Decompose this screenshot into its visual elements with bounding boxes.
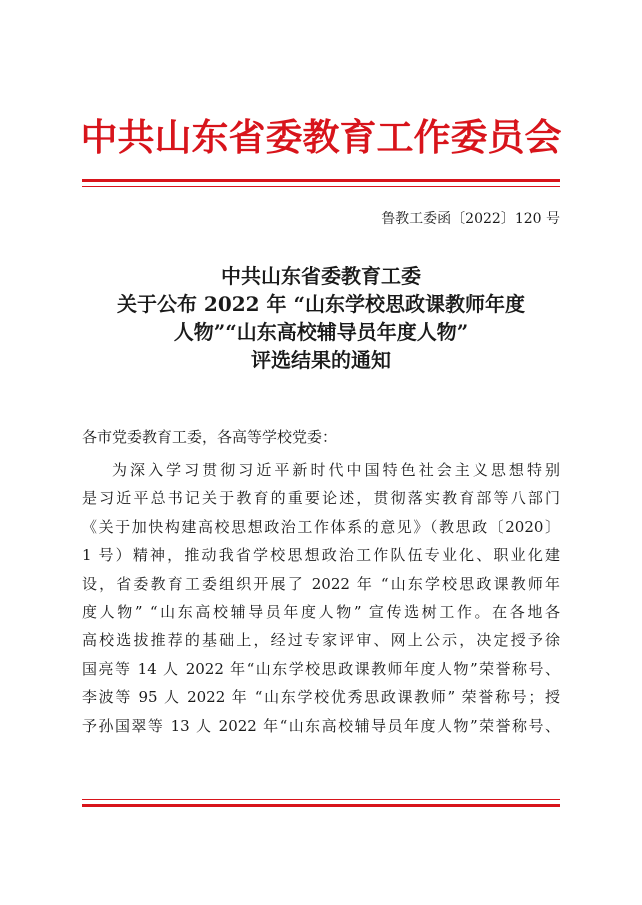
body-paragraph (82, 456, 560, 740)
salutation: 各市党委教育工委，各高等学校党委： (82, 428, 338, 446)
title-line: 人物”“山东高校辅导员年度人物” (173, 320, 469, 344)
body-line: 李波等 95 人 2022 年 “山东学校优秀思政课教师” 荣誉称号；授 (82, 688, 560, 707)
title-line: 评选结果的通知 (251, 348, 391, 372)
document-number: 鲁教工委函〔2022〕120 号 (381, 211, 560, 227)
body-line: 1 号）精神，推动我省学校思想政治工作队伍专业化、职业化建 (82, 546, 560, 565)
body-line: 高校选拔推荐的基础上，经过专家评审、网上公示，决定授予徐 (82, 631, 560, 650)
body-line: 设，省委教育工委组织开展了 2022 年 “山东学校思政课教师年 (82, 574, 560, 593)
body-line: 度人物” “山东高校辅导员年度人物” 宣传选树工作。在各地各 (82, 603, 560, 622)
document-title (60, 262, 582, 374)
body-line: 《关于加快构建高校思想政治工作体系的意见》（教思政〔2020〕 (82, 517, 560, 536)
issuing-authority-title: 中共山东省委教育工作委员会 (80, 115, 562, 159)
body-line: 国亮等 14 人 2022 年“山东学校思政课教师年度人物”荣誉称号、 (82, 659, 560, 678)
footer-red-rule-thick (82, 804, 560, 807)
body-line: 为深入学习贯彻习近平新时代中国特色社会主义思想特别 (112, 461, 560, 479)
title-line: 中共山东省委教育工委 (221, 264, 421, 288)
body-line: 予孙国翠等 13 人 2022 年“山东高校辅导员年度人物”荣誉称号、 (82, 716, 560, 735)
header-red-rule-thin (82, 186, 560, 187)
header-red-rule-thick (82, 179, 560, 182)
footer-red-rule-thin (82, 799, 560, 800)
body-line: 是习近平总书记关于教育的重要论述，贯彻落实教育部等八部门 (82, 489, 560, 508)
title-line: 关于公布 2022 年 “山东学校思政课教师年度 (116, 292, 526, 316)
